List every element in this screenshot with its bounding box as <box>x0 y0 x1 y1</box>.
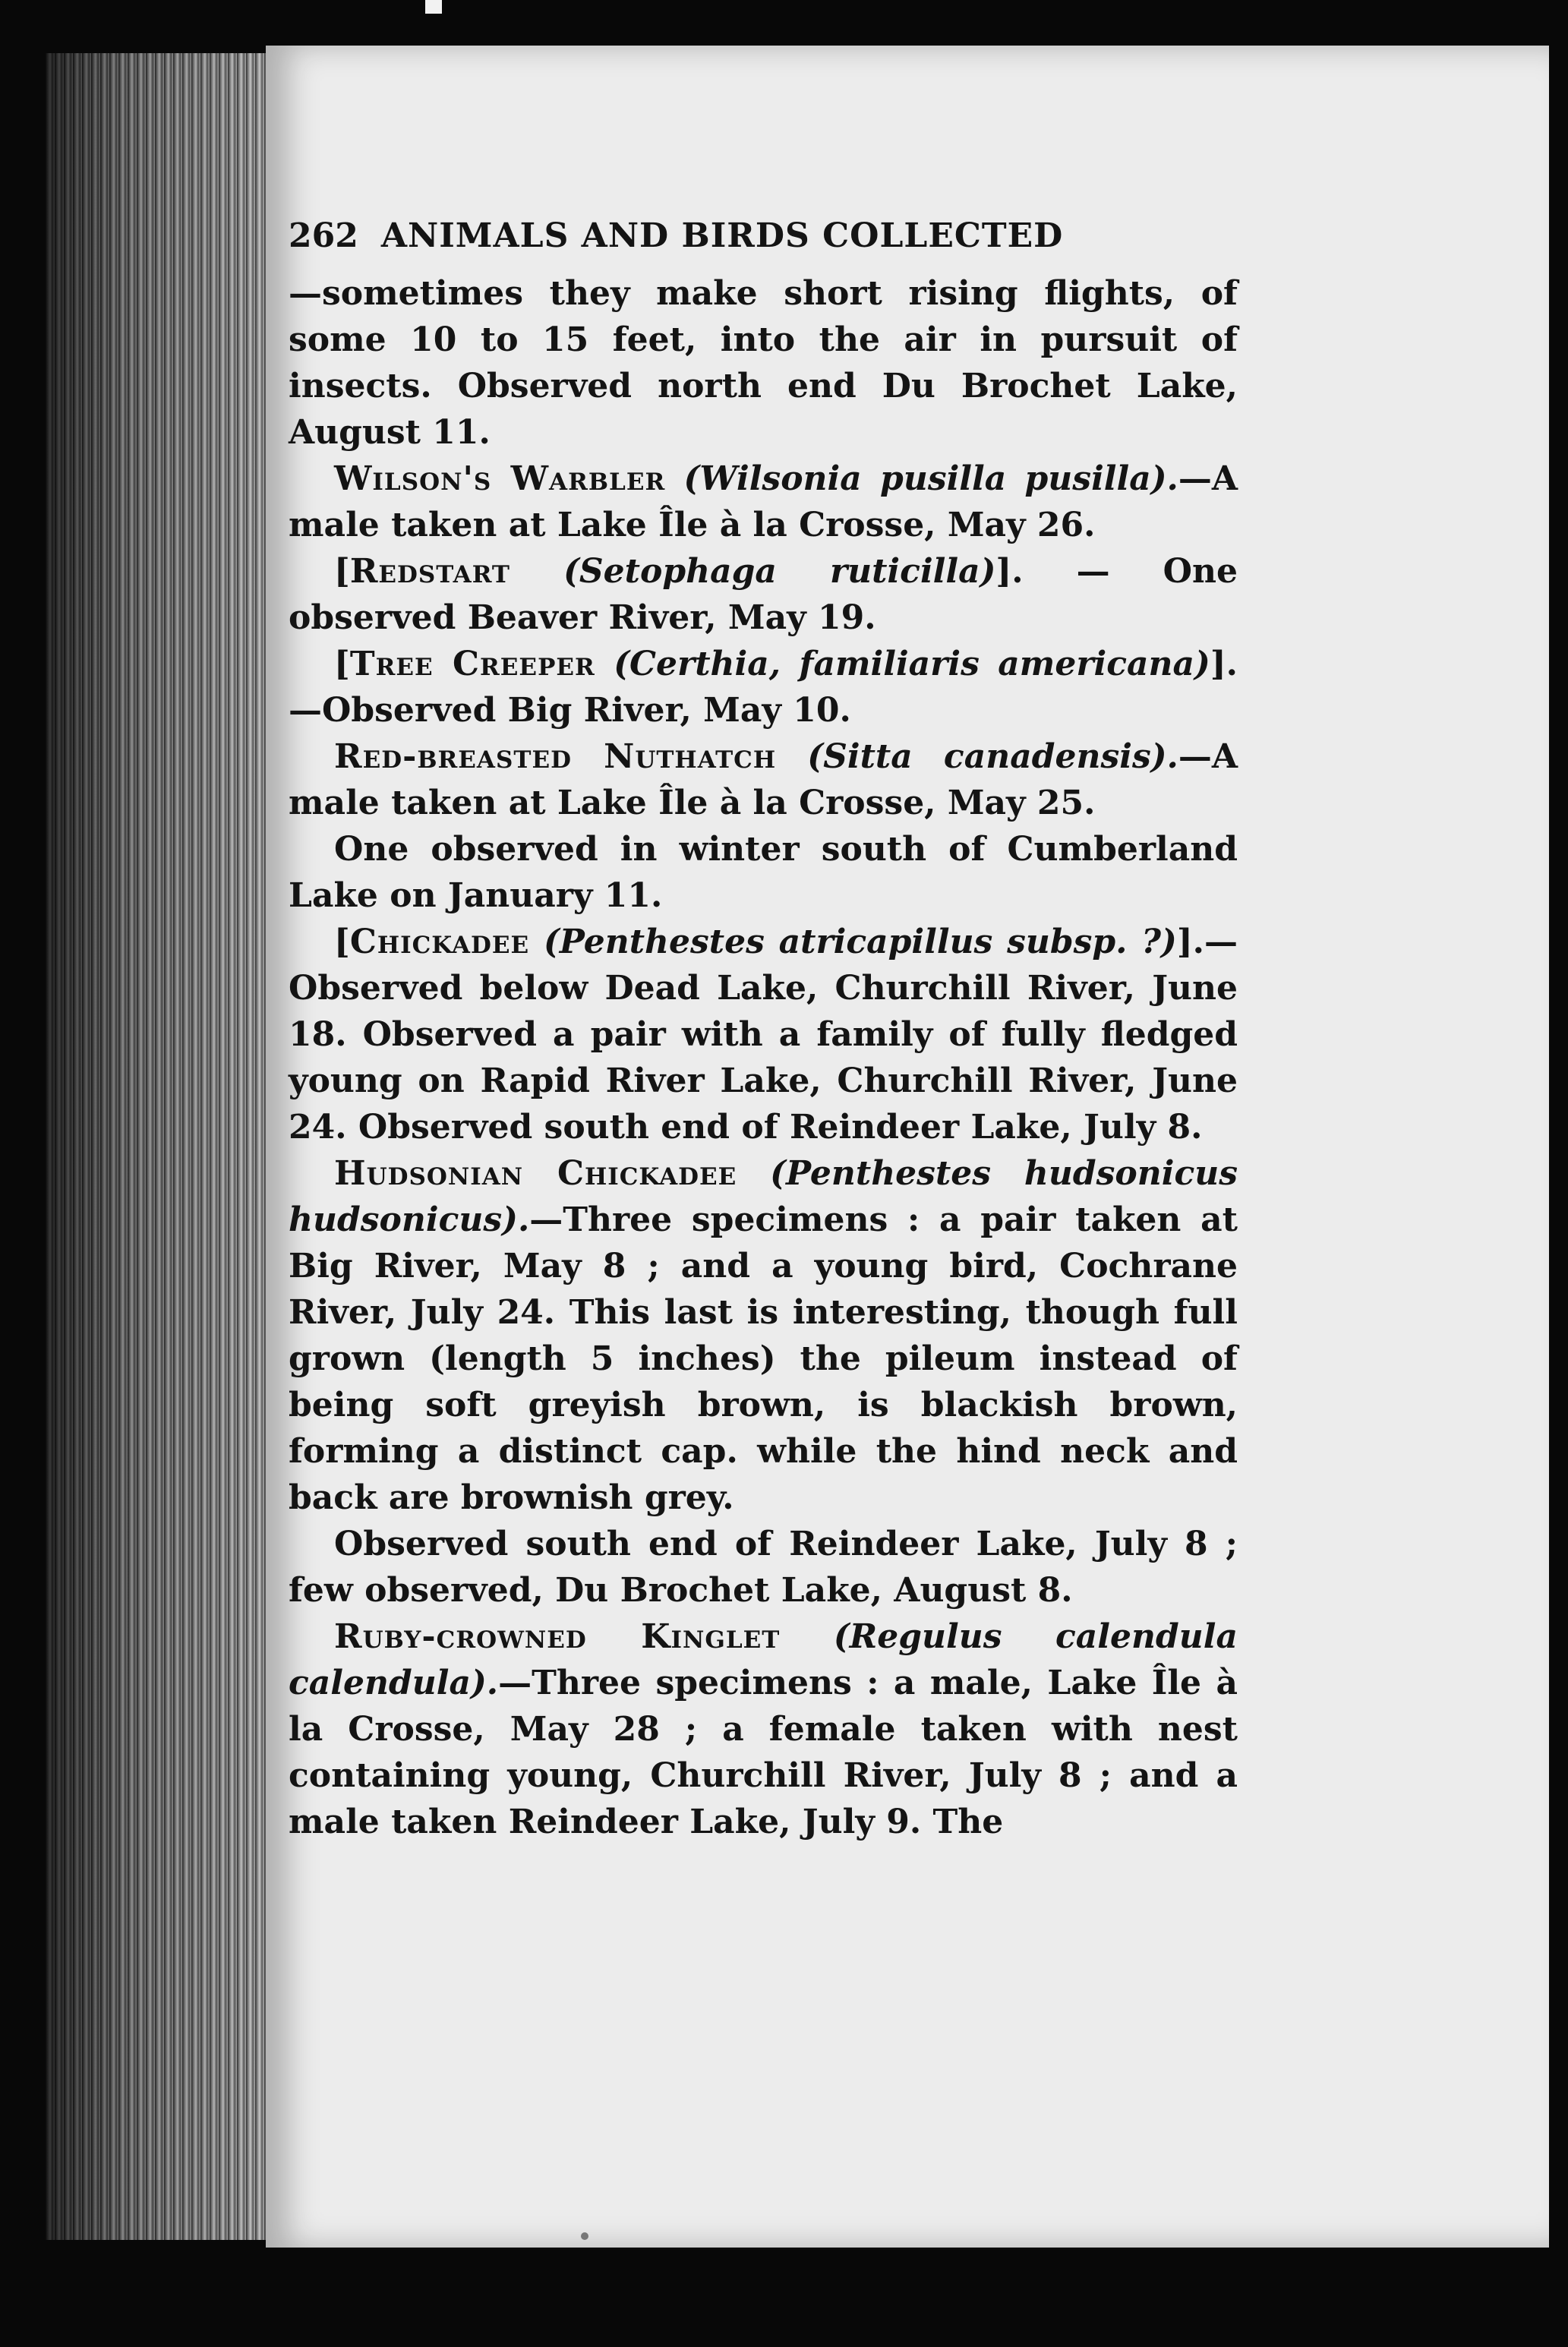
latin-name: (Sitta canadensis). <box>807 737 1178 776</box>
entry-text: ]. — One observed Beaver River, May 19. <box>289 552 1238 637</box>
paragraph-continuation: —sometimes they make short rising flights, of some 10 to 15 feet, into the air in pursuit of insects. Observed north end Du Brochet Lake, August 11. <box>289 274 1238 452</box>
entry-red-breasted-nuthatch <box>289 733 1238 826</box>
entry-text: —Three specimens : a male, Lake Île à la Crosse, May 28 ; a female taken with nest containing young, Churchill River, July 8 ; and a male taken Reindeer Lake, July 9. The <box>289 1664 1238 1841</box>
species-name: Wilson's Warbler <box>334 459 666 498</box>
entry-wilsons-warbler <box>289 456 1238 548</box>
entry-text: —A male taken at Lake Île à la Crosse, May 25. <box>289 737 1238 822</box>
latin-name: (Wilsonia pusilla pusilla). <box>683 459 1178 498</box>
entry-redstart: [Redstart (Setophaga ruticilla)]. — One observed Beaver River, May 19. <box>289 552 1238 637</box>
entry-text: —A male taken at Lake Île à la Crosse, May 26. <box>289 459 1238 544</box>
entry-chickadee: [Chickadee (Penthestes atricapillus subsp. ?)].— Observed below Dead Lake, Churchill River, June 18. Observed a pair with a family of fully fledged young on Rapid River Lake, Churchill River, June 24. Observed south end of Reindeer Lake, July 8. <box>289 923 1238 1147</box>
entry-text: ].— Observed below Dead Lake, Churchill River, June 18. Observed a pair with a family of fully fledged young on Rapid River Lake, Churchill River, June 24. Observed south end of Reindeer Lake, July 8. <box>289 923 1238 1147</box>
running-header <box>289 213 1238 270</box>
species-name: Red-breasted Nuthatch <box>334 737 777 776</box>
entry-tree-creeper: [Tree Creeper (Certhia, familiaris americana)]. —Observed Big River, May 10. <box>289 645 1238 730</box>
running-title: ANIMALS AND BIRDS COLLECTED <box>380 216 1064 255</box>
entry-text: —Three specimens : a pair taken at Big River, May 8 ; and a young bird, Cochrane River, July 24. This last is interesting, though full grown (length 5 inches) the pileum instead of being soft greyish brown, is blackish brown, forming a distinct cap. while the hind neck and back are brownish grey. <box>289 1200 1238 1517</box>
species-name: Ruby-crowned Kinglet <box>334 1617 781 1656</box>
page-text <box>289 213 1238 1845</box>
film-mark <box>425 0 442 14</box>
entry-ruby-crowned-kinglet <box>289 1614 1238 1845</box>
latin-name: (Certhia, familiaris americana) <box>614 645 1210 683</box>
latin-name: (Regulus calendula calendula). <box>289 1617 1238 1702</box>
entry-text: ]. —Observed Big River, May 10. <box>289 645 1238 730</box>
species-name: Tree Creeper <box>349 645 595 683</box>
page-speck <box>581 2232 588 2240</box>
entry-hudsonian-chickadee <box>289 1150 1238 1521</box>
paragraph-nuthatch-note: One observed in winter south of Cumberland Lake on January 11. <box>289 830 1238 915</box>
page-number: 262 <box>289 216 358 255</box>
paragraph-hudsonian-note: Observed south end of Reindeer Lake, July 8 ; few observed, Du Brochet Lake, August 8. <box>289 1525 1238 1610</box>
latin-name: (Penthestes hudsonicus hudsonicus). <box>289 1154 1238 1239</box>
latin-name: (Penthestes atricapillus subsp. ?) <box>543 923 1177 961</box>
species-name: Hudsonian Chickadee <box>334 1154 737 1193</box>
latin-name: (Setophaga ruticilla) <box>563 552 996 591</box>
species-name: Chickadee <box>349 923 530 961</box>
species-name: Redstart <box>349 552 511 591</box>
page-edges-shadow <box>46 53 273 2240</box>
